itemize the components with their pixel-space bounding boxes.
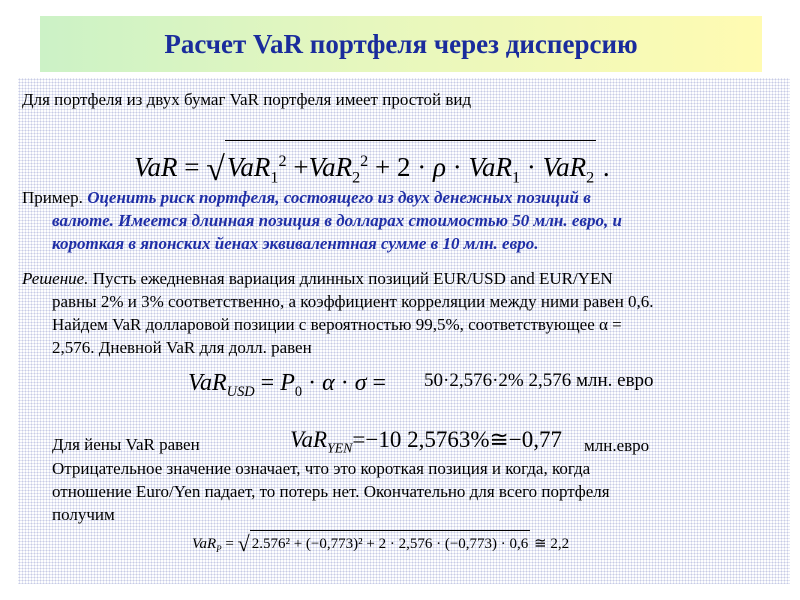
usd-value [424,369,654,392]
main-formula-tail: . [602,152,610,182]
usd-formula-alpha: α [322,370,335,396]
usd-formula-lhs: VaR [188,370,227,396]
solution-label: Решение. [22,269,89,288]
solution-line-3: Найдем VaR долларовой позиции с вероятностью 99,5%, соответствующее α = [52,315,622,334]
solution-line-4: 2,576. Дневной VaR для долл. равен [52,338,312,357]
usd-formula-p: P [280,370,295,396]
yen-line-2: отношение Euro/Yen падает, то потерь нет. Окончательно для всего портфеля [52,482,610,501]
solution-line-1 [22,267,613,290]
slide-title: Расчет VaR портфеля через дисперсию [164,28,638,59]
term-var3: VaR [468,152,512,182]
usd-formula-sigma: σ [354,370,367,396]
final-sqrt-symbol: √ [237,531,250,556]
usd-value-number: 50·2,576·2% 2,576 [424,370,572,391]
usd-formula: $VaR_{USD} = P_0 \cdot \alpha \cdot \sigma$ = [188,370,387,400]
example-text-1: Оценить риск портфеля, состоящего из двух денежных позиций в [87,188,591,207]
yen-line-1: Отрицательное значение означает, что это короткая позиция и когда, когда [52,459,591,478]
final-formula-lhs: VaR [192,536,217,552]
usd-formula-p-sub: 0 [294,383,303,400]
final-formula-radicand: 2.576² + (−0,773)² + 2 · 2,576 · (−0,773) · 0,6 [250,530,531,557]
title-bar [40,16,762,72]
usd-formula-sub: USD [226,383,255,400]
yen-formula-sub: YEN [327,440,353,456]
yen-unit: млн.евро [584,436,650,455]
example-line-2: валюте. Имеется длинная позиция в долларах стоимостью 50 млн. евро, и [52,211,622,230]
main-formula-lhs: VaR [134,152,178,182]
yen-formula-lhs: VaR [290,427,328,452]
yen-formula-rhs: =−10 2,5763%≅−0,77 [352,427,562,452]
term-var4: VaR [542,152,587,182]
final-formula-result: ≅ 2,2 [534,536,570,552]
example-line-3: короткая в японских йенах эквивалентная сумме в 10 млн. евро. [52,234,539,253]
usd-value-unit: млн. евро [575,370,654,391]
main-formula-radicand: VaR$_1^2$ +VaR$_2^2$ + 2 · ρ · VaR$_1$ · VaR$_2$ [225,140,596,197]
sqrt-symbol: √ [206,151,225,188]
term-rho: ρ [433,152,446,182]
term-var2: VaR [308,152,353,182]
example-line-1 [22,186,591,209]
term-coef: 2 [397,152,411,182]
yen-line-3: получим [52,505,115,524]
main-formula-eq: = [184,152,200,182]
final-formula-sub: P [216,544,222,554]
intro-text: Для портфеля из двух бумаг VaR портфеля имеет простой вид [22,90,472,109]
term-var1: VaR [226,152,271,182]
solution-text-1: Пусть ежедневная вариация длинных позиций EUR/USD and EUR/YEN [88,269,613,288]
example-label: Пример. [22,188,83,207]
yen-label: Для йены VaR равен [52,435,200,454]
final-formula: VaR$_P$ = √ 2.576² + (−0,773)² + 2 · 2,576 · (−0,773) · 0,6 ≅ 2,2 [192,531,570,556]
solution-line-2: равны 2% и 3% соответственно, а коэффициент корреляции между ними равен 0,6. [52,292,654,311]
